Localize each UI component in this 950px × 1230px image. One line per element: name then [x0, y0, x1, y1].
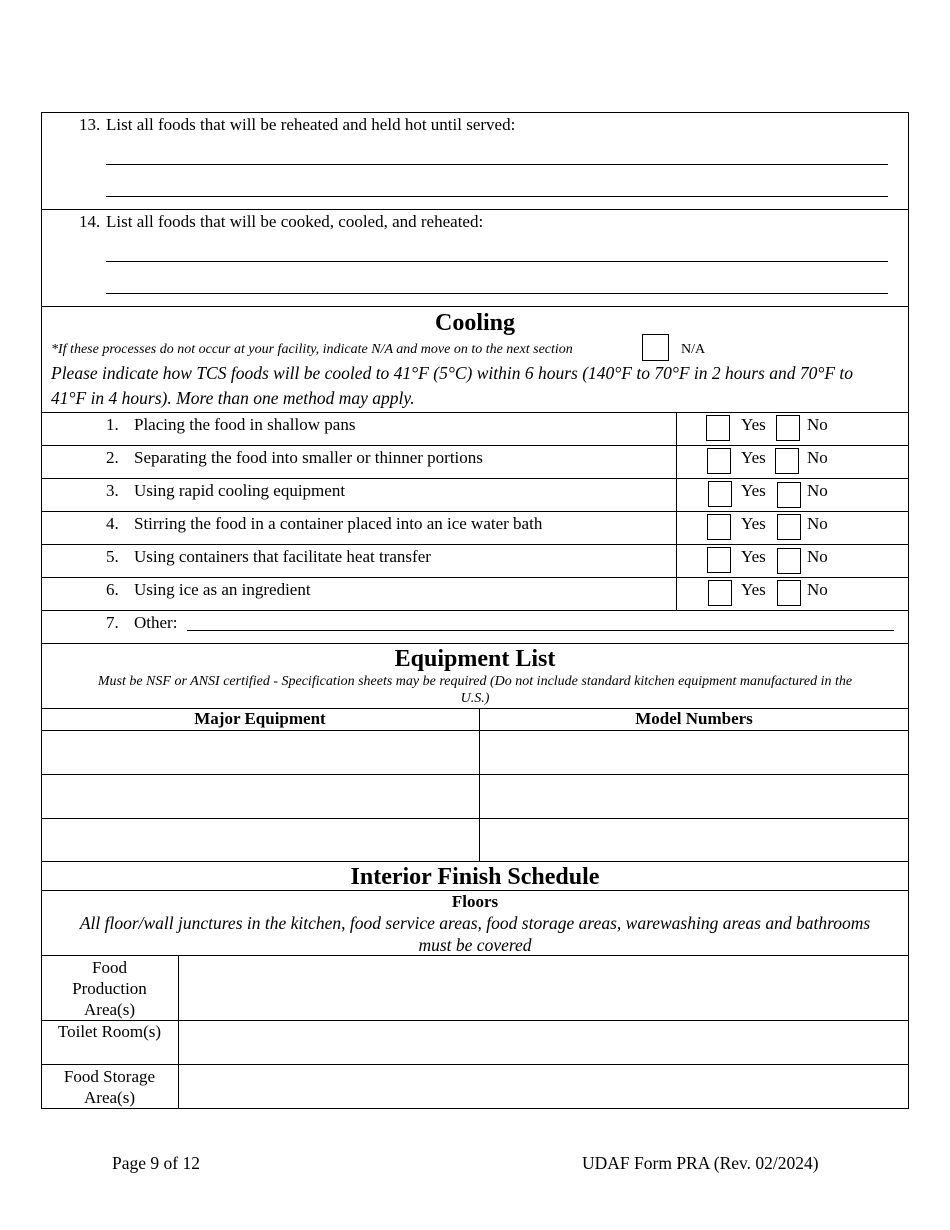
cooling-other-number: 7. [106, 613, 119, 632]
cooling-na-checkbox[interactable] [642, 334, 669, 361]
form-revision: UDAF Form PRA (Rev. 02/2024) [582, 1153, 819, 1173]
divider [41, 544, 909, 545]
question-14-text: List all foods that will be cooked, cooled, and reheated: [106, 212, 484, 231]
equipment-note: U.S.) [460, 691, 490, 706]
question-14-number: 14. [79, 212, 101, 231]
cooling-method-text: Stirring the food in a container placed into an ice water bath [134, 514, 543, 533]
divider [41, 478, 909, 479]
yes-checkbox[interactable] [708, 580, 732, 606]
divider [41, 412, 909, 413]
cooling-method-number: 4. [106, 514, 119, 533]
yes-checkbox[interactable] [708, 481, 732, 507]
no-label: No [807, 547, 828, 566]
yes-checkbox[interactable] [707, 514, 731, 540]
no-checkbox[interactable] [776, 415, 800, 441]
no-label: No [807, 448, 828, 467]
no-checkbox[interactable] [777, 548, 801, 574]
no-label: No [807, 514, 828, 533]
model-number-cell[interactable] [480, 819, 908, 860]
toilet-room-finish-cell[interactable] [179, 1021, 908, 1063]
answer-line[interactable] [106, 261, 888, 262]
cooling-method-number: 1. [106, 415, 119, 434]
floors-heading: Floors [451, 892, 499, 911]
model-number-cell[interactable] [480, 731, 908, 773]
equipment-title: Equipment List [394, 646, 556, 672]
divider [41, 511, 909, 512]
answer-line[interactable] [106, 164, 888, 165]
cooling-method-number: 2. [106, 448, 119, 467]
interior-finish-title: Interior Finish Schedule [350, 864, 600, 890]
cooling-method-number: 3. [106, 481, 119, 500]
major-equipment-header: Major Equipment [194, 709, 326, 728]
no-label: No [807, 580, 828, 599]
cooling-instructions: Please indicate how TCS foods will be cooled to 41°F (5°C) within 6 hours (140°F to 70°F in 2 hours and 70°F to [51, 363, 854, 383]
divider [41, 643, 909, 644]
cooling-method-number: 6. [106, 580, 119, 599]
yes-label: Yes [741, 547, 766, 566]
no-checkbox[interactable] [777, 514, 801, 540]
cooling-other-input-line[interactable] [187, 630, 894, 631]
yes-label: Yes [741, 481, 766, 500]
divider [41, 445, 909, 446]
food-production-label: Food Production Area(s) [72, 958, 147, 1019]
cooling-method-text: Separating the food into smaller or thinner portions [134, 448, 483, 467]
cooling-title: Cooling [434, 310, 515, 336]
yes-label: Yes [741, 514, 766, 533]
cooling-method-number: 5. [106, 547, 119, 566]
cooling-instructions: 41°F in 4 hours). More than one method may apply. [51, 388, 415, 408]
no-checkbox[interactable] [777, 580, 801, 606]
no-checkbox[interactable] [775, 448, 799, 474]
yes-label: Yes [741, 415, 766, 434]
yes-label: Yes [741, 448, 766, 467]
equipment-note: Must be NSF or ANSI certified - Specification sheets may be required (Do not include standard kitchen equipment manufactured in the [97, 674, 853, 689]
model-numbers-header: Model Numbers [635, 709, 753, 728]
yes-checkbox[interactable] [707, 547, 731, 573]
divider [41, 610, 909, 611]
equipment-cell[interactable] [42, 775, 478, 817]
divider [41, 306, 909, 307]
divider [41, 861, 909, 862]
cooling-other-label: Other: [134, 613, 178, 632]
floors-note: must be covered [418, 935, 532, 955]
no-checkbox[interactable] [777, 482, 801, 508]
cooling-na-label: N/A [681, 342, 706, 357]
divider [41, 209, 909, 210]
yes-checkbox[interactable] [707, 448, 731, 474]
answer-line[interactable] [106, 293, 888, 294]
model-number-cell[interactable] [480, 775, 908, 817]
divider [41, 577, 909, 578]
cooling-column-divider [676, 412, 677, 610]
question-13-number: 13. [79, 115, 101, 134]
food-production-finish-cell[interactable] [179, 956, 908, 1019]
cooling-na-note: *If these processes do not occur at your facility, indicate N/A and move on to the next section [51, 342, 573, 357]
page-number: Page 9 of 12 [112, 1153, 200, 1173]
cooling-method-text: Using containers that facilitate heat transfer [134, 547, 431, 566]
no-label: No [807, 415, 828, 434]
equipment-cell[interactable] [42, 819, 478, 860]
yes-label: Yes [741, 580, 766, 599]
toilet-room-label: Toilet Room(s) [57, 1022, 162, 1041]
floors-note: All floor/wall junctures in the kitchen, food service areas, food storage areas, warewashing areas and bathrooms [79, 913, 871, 933]
no-label: No [807, 481, 828, 500]
food-storage-label: Food Storage Area(s) [63, 1067, 156, 1107]
cooling-method-text: Using ice as an ingredient [134, 580, 311, 599]
cooling-method-text: Placing the food in shallow pans [134, 415, 356, 434]
question-13-text: List all foods that will be reheated and held hot until served: [106, 115, 516, 134]
food-storage-finish-cell[interactable] [179, 1065, 908, 1108]
yes-checkbox[interactable] [706, 415, 730, 441]
cooling-method-text: Using rapid cooling equipment [134, 481, 346, 500]
answer-line[interactable] [106, 196, 888, 197]
equipment-cell[interactable] [42, 731, 478, 773]
